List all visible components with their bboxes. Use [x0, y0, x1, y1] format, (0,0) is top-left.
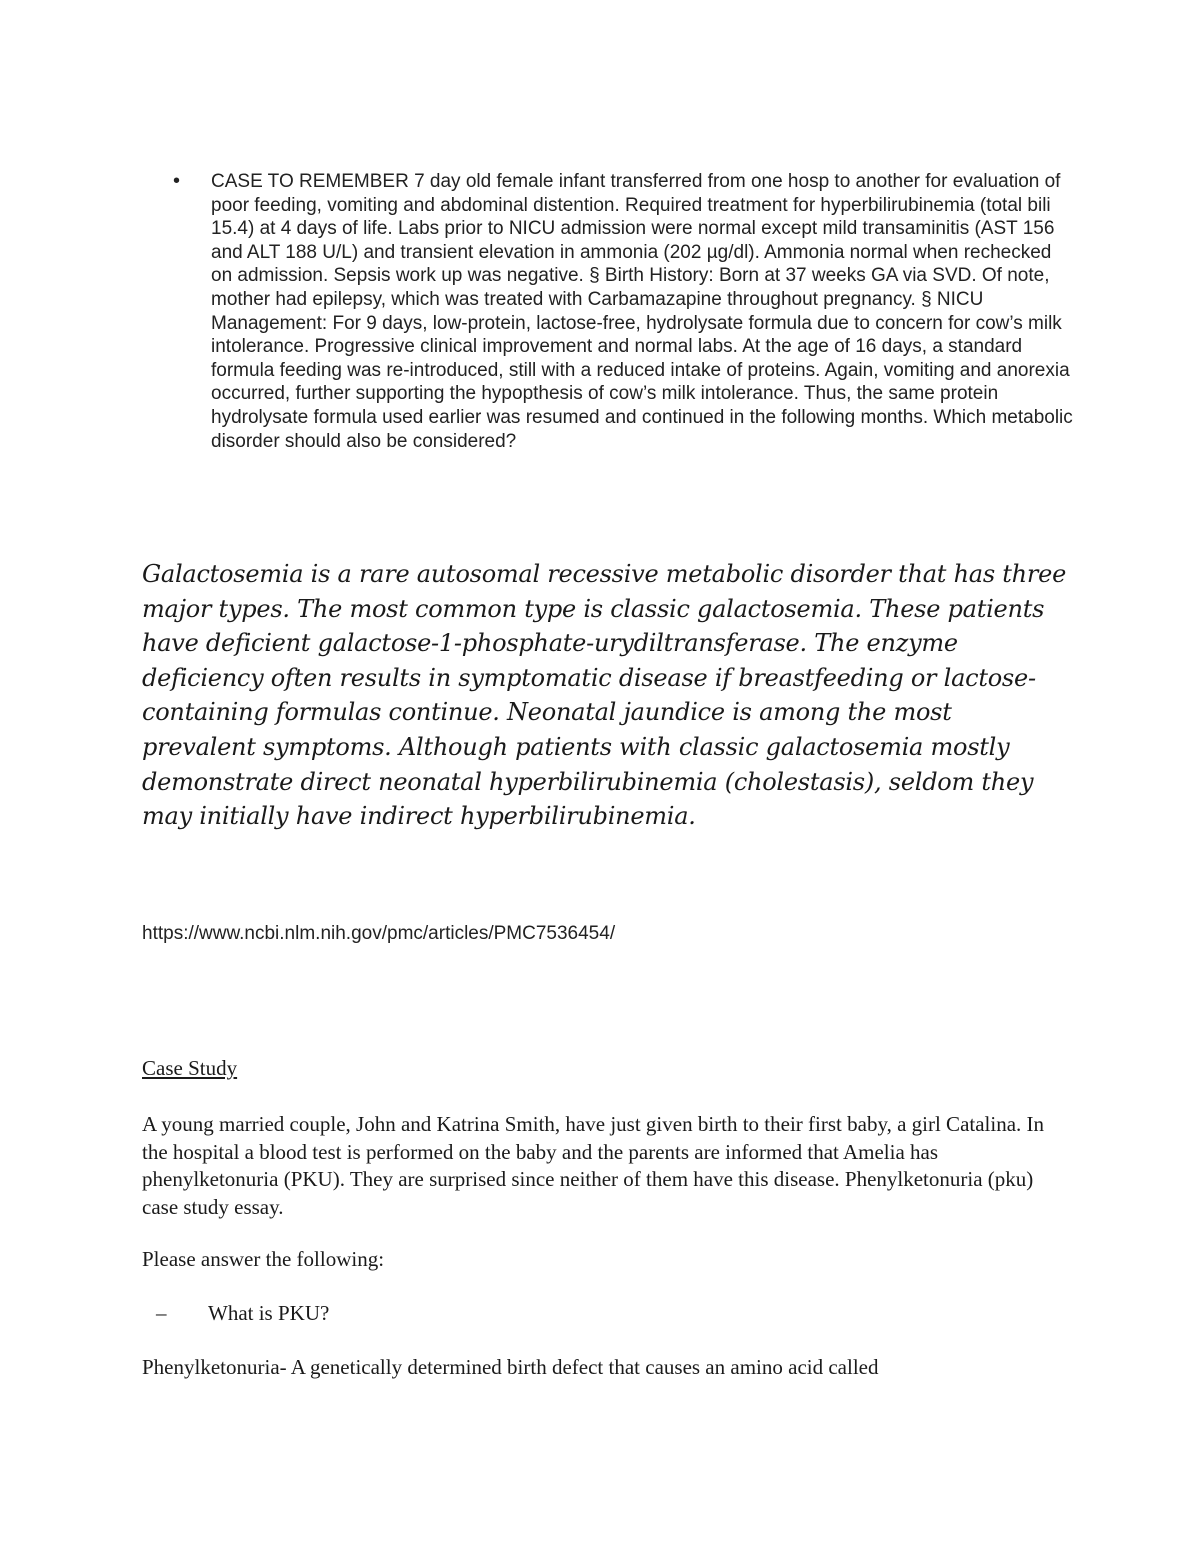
question-list-item — [156, 1300, 329, 1327]
galactosemia-answer: Galactosemia is a rare autosomal recessive metabolic disorder that has three major types. The most common type is classic galactosemia. These patients have deficient galactose-1-phosphate-urydiltransferase. The enzyme deficiency often results in symptomatic disease if breastfeeding or lactose-containing formulas continue. Neonatal jaundice is among the most prevalent symptoms. Although patients with classic galactosemia mostly demonstrate direct neonatal hyperbilirubinemia (cholestasis), seldom they may initially have indirect hyperbilirubinemia. — [142, 560, 1067, 831]
case-description: CASE TO REMEMBER 7 day old female infant transferred from one hosp to another for evaluation of poor feeding, vomiting and abdominal distention. Required treatment for hyperbilirubinemia (total bili 15.4) at 4 days of life. Labs prior to NICU admission were normal except mild transaminitis (AST 156 and ALT 188 U/L) and transient elevation in ammonia (202 µg/dl). Ammonia normal when rechecked on admission. Sepsis work up was negative. § Birth History: Born at 37 weeks GA via SVD. Of note, mother had epilepsy, which was treated with Carbamazapine throughout pregnancy. § NICU Management: For 9 days, low-protein, lactose-free, hydrolysate formula due to concern for cow’s milk intolerance. Progressive clinical improvement and normal labs. At the age of 16 days, a standard formula feeding was re-introduced, still with a reduced intake of proteins. Again, vomiting and anorexia occurred, further supporting the hypopthesis of cow’s milk intolerance. Thus, the same protein hydrolysate formula used earlier was resumed and continued in the following months. Which metabolic disorder should also be considered? — [211, 171, 1073, 452]
case-bullet-item — [173, 170, 1073, 453]
pku-definition: Phenylketonuria- A genetically determined birth defect that causes an amino acid called — [142, 1355, 879, 1379]
reference-url: https://www.ncbi.nlm.nih.gov/pmc/articles/PMC7536454/ — [142, 923, 616, 944]
answer-prompt: Please answer the following: — [142, 1247, 385, 1271]
case-study-heading: Case Study — [142, 1056, 238, 1080]
dash-marker: – — [156, 1301, 167, 1325]
case-study-paragraph: A young married couple, John and Katrina Smith, have just given birth to their first baby, a girl Catalina. In the hospital a blood test is performed on the baby and the parents are informed that Amelia has phenylketonuria (PKU). They are surprised since neither of them have this disease. Phenylketonuria (pku) case study essay. — [142, 1112, 1045, 1219]
bullet-marker: • — [173, 170, 181, 192]
question-text: What is PKU? — [208, 1301, 330, 1325]
